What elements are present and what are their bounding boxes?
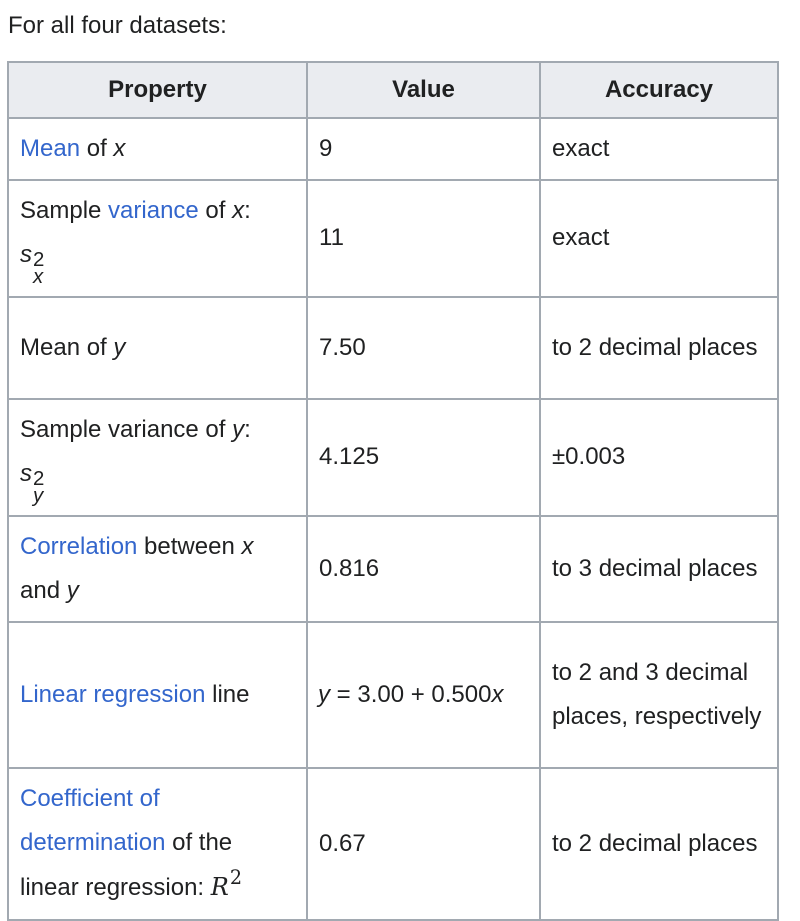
header-property: Property	[8, 62, 307, 118]
table-row	[8, 516, 778, 622]
value-text: = 3.00 + 0.500	[330, 680, 492, 708]
header-value: Value	[307, 62, 540, 118]
accuracy-cell: exact	[540, 180, 778, 297]
property-text: of	[80, 135, 114, 162]
table-row	[8, 399, 778, 516]
property-cell	[8, 297, 307, 399]
link-variance[interactable]: variance	[108, 197, 199, 224]
property-text: :	[244, 415, 251, 443]
symbol-sup: 2	[33, 249, 45, 272]
properties-table	[7, 61, 779, 921]
accuracy-cell: to 2 and 3 decimal places, respectively	[540, 622, 778, 768]
accuracy-cell: to 2 decimal places	[540, 768, 778, 920]
variable-y: y	[232, 415, 245, 443]
table-header-row	[8, 62, 778, 118]
accuracy-cell: ±0.003	[540, 399, 778, 516]
property-text: line	[205, 680, 250, 708]
property-text: Mean of	[20, 333, 114, 361]
link-correlation[interactable]: Correlation	[20, 532, 138, 560]
value-cell: 0.816	[307, 516, 540, 622]
link-coefficient-of-determination[interactable]: Coefficient of determination	[20, 784, 166, 856]
table-row	[8, 118, 778, 180]
property-cell	[8, 622, 307, 768]
link-mean[interactable]: Mean	[20, 135, 81, 162]
property-text: of	[198, 197, 233, 224]
value-cell: 9	[307, 118, 540, 180]
accuracy-cell: to 3 decimal places	[540, 516, 778, 622]
symbol-s-x-squared	[20, 243, 44, 288]
value-cell	[307, 622, 540, 768]
symbol-sup: 2	[33, 467, 45, 490]
accuracy-cell: to 2 decimal places	[540, 297, 778, 399]
symbol-s-y-squared	[20, 459, 45, 508]
variable-y: y	[66, 576, 79, 604]
accuracy-cell: exact	[540, 118, 778, 180]
variable-x: x	[241, 532, 254, 560]
symbol-sub: y	[33, 485, 44, 508]
table-row	[8, 180, 778, 297]
value-cell: 0.67	[307, 768, 540, 920]
symbol-base: s	[20, 241, 32, 268]
property-cell	[8, 399, 307, 516]
value-cell: 4.125	[307, 399, 540, 516]
property-text: Sample variance of	[20, 415, 233, 443]
variable-x: x	[232, 197, 245, 224]
math-sup: 2	[229, 866, 243, 890]
property-text: and	[20, 576, 67, 604]
variable-y: y	[113, 333, 126, 361]
variable-y: y	[318, 680, 330, 708]
variable-x: x	[113, 135, 126, 162]
symbol-sub: x	[33, 266, 44, 289]
value-cell: 7.50	[307, 297, 540, 399]
table-row	[8, 622, 778, 768]
header-accuracy: Accuracy	[540, 62, 778, 118]
property-text: of the linear regression:	[20, 828, 233, 901]
property-text: between	[137, 532, 242, 560]
symbol-base: s	[20, 459, 32, 487]
property-text: :	[244, 197, 251, 224]
property-text: Sample	[20, 197, 109, 224]
table-row	[8, 297, 778, 399]
variable-x: x	[491, 680, 504, 708]
property-cell	[8, 180, 307, 297]
property-cell	[8, 118, 307, 180]
value-cell: 11	[307, 180, 540, 297]
math-base: R	[210, 872, 229, 901]
link-linear-regression[interactable]: Linear regression	[20, 680, 206, 708]
property-cell	[8, 516, 307, 622]
intro-text: For all four datasets:	[8, 12, 227, 39]
